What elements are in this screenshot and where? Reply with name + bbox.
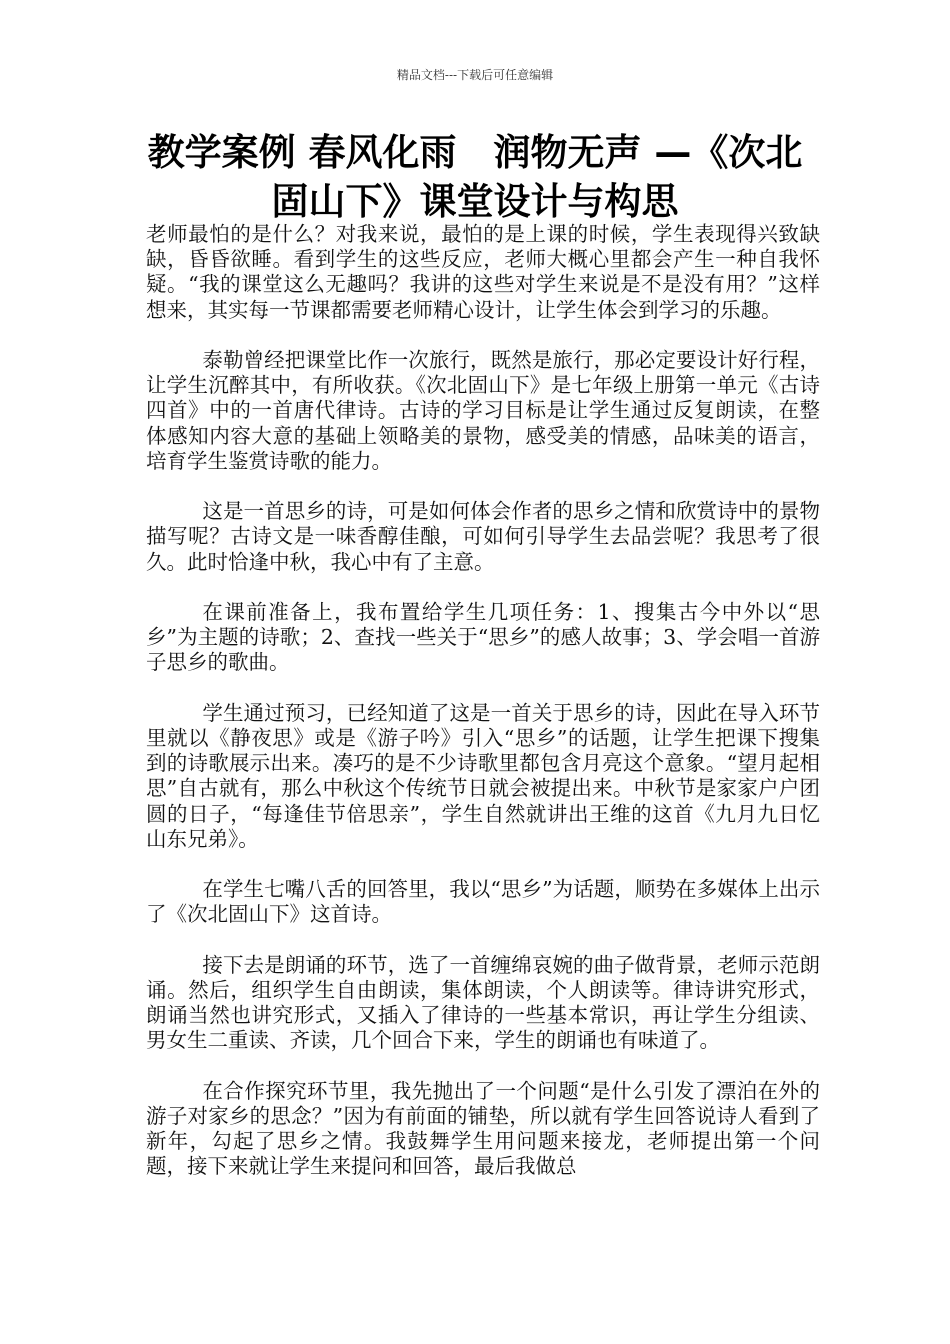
paragraph: 在课前准备上，我布置给学生几项任务：1、搜集古今中外以“思乡”为主题的诗歌；2、查找一些关于“思乡”的感人故事；3、学会唱一首游子思乡的歌曲。 <box>146 600 820 675</box>
paragraph: 在合作探究环节里，我先抛出了一个问题“是什么引发了漂泊在外的游子对家乡的思念？”因为有前面的铺垫，所以就有学生回答说诗人看到了新年，勾起了思乡之情。我鼓舞学生用问题来接龙，老师提出第一个问题，接下来就让学生来提问和回答，最后我做总 <box>146 1078 820 1179</box>
paragraph: 学生通过预习，已经知道了这是一首关于思乡的诗，因此在导入环节里就以《静夜思》或是《游子吟》引入“思乡”的话题，让学生把课下搜集到的诗歌展示出来。凑巧的是不少诗歌里都包含月亮这个意象。“望月起相思”自古就有，那么中秋这个传统节日就会被提出来。中秋节是家家户户团圆的日子，“每逢佳节倍思亲”，学生自然就讲出王维的这首《九月九日忆山东兄弟》。 <box>146 700 820 851</box>
paragraph: 老师最怕的是什么？对我来说，最怕的是上课的时候，学生表现得兴致缺缺，昏昏欲睡。看到学生的这些反应，老师大概心里都会产生一种自我怀疑。“我的课堂这么无趣吗？我讲的这些对学生来说是不是没有用？”这样想来，其实每一节课都需要老师精心设计，让学生体会到学习的乐趣。 <box>146 222 820 322</box>
paragraph: 泰勒曾经把课堂比作一次旅行，既然是旅行，那必定要设计好行程，让学生沉醉其中，有所收获。《次北固山下》是七年级上册第一单元《古诗四首》中的一首唐代律诗。古诗的学习目标是让学生通过反复朗读，在整体感知内容大意的基础上领略美的景物，感受美的情感，品味美的语言，培育学生鉴赏诗歌的能力。 <box>146 348 820 473</box>
page-header-note: 精品文档---下载后可任意编辑 <box>396 68 554 82</box>
paragraph: 接下去是朗诵的环节，选了一首缠绵哀婉的曲子做背景，老师示范朗诵。然后，组织学生自由朗读，集体朗读，个人朗读等。律诗讲究形式，朗诵当然也讲究形式，又插入了律诗的一些基本常识，再让学生分组读、男女生二重读、齐读，几个回合下来，学生的朗诵也有味道了。 <box>146 952 820 1053</box>
document-title: 教学案例 春风化雨 润物无声 —《次北固山下》课堂设计与构思 <box>147 131 803 223</box>
paragraph: 这是一首思乡的诗，可是如何体会作者的思乡之情和欣赏诗中的景物描写呢？古诗文是一味香醇佳酿，可如何引导学生去品尝呢？我思考了很久。此时恰逢中秋，我心中有了主意。 <box>146 499 820 574</box>
paragraph: 在学生七嘴八舌的回答里，我以“思乡”为话题，顺势在多媒体上出示了《次北固山下》这首诗。 <box>146 877 820 927</box>
document-body <box>146 222 820 1205</box>
